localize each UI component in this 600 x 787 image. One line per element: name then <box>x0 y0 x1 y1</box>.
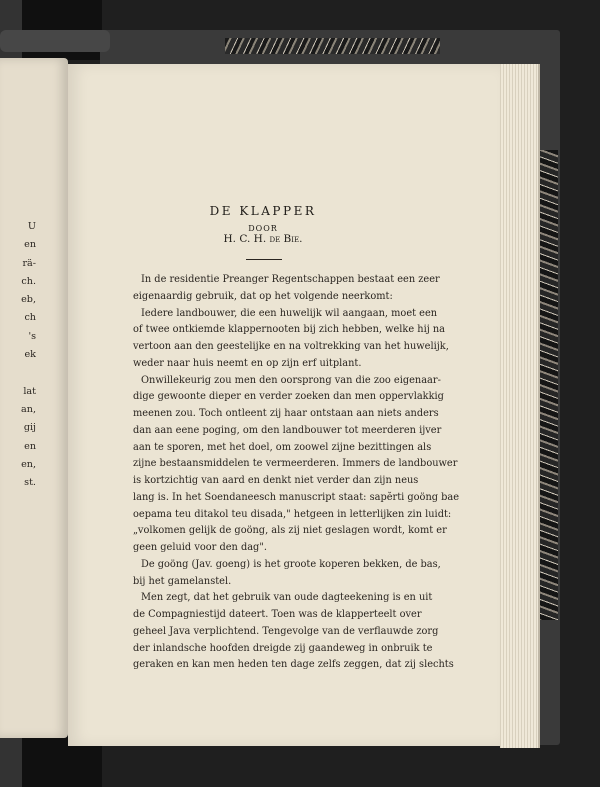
text-line: Men zegt, dat het gebruik van oude dagteekening is en uit <box>141 592 433 604</box>
left-page-fragment: ch <box>24 312 36 324</box>
left-page-fragment: gij <box>23 422 36 434</box>
page-block-edge <box>500 64 540 748</box>
text-line: aan te sporen, met het doel, om zoowel zijne bezittingen als <box>133 441 432 453</box>
text-line: dan aan eene poging, om den landbouwer tot meerderen ijver <box>133 424 442 436</box>
text-line: In de residentie Preanger Regentschappen bestaat een zeer <box>141 274 440 285</box>
text-line: weder naar huis neemt en op zijn erf uitplant. <box>133 357 362 369</box>
text-line: Onwillekeurig zou men den oorsprong van die zoo eigenaar- <box>141 374 441 386</box>
left-page-text <box>0 218 36 492</box>
left-page-fragment: en <box>24 239 36 251</box>
text-line: eigenaardig gebruik, dat op het volgende neerkomt: <box>133 290 393 302</box>
left-page-fragment: eb, <box>21 294 36 306</box>
text-line: „volkomen gelijk de goöng, als zij niet geslagen wordt, komt er <box>133 525 447 537</box>
left-page-fragment: U <box>27 221 36 232</box>
left-page-fragment: ch. <box>21 275 36 287</box>
left-page-fragment <box>0 364 36 382</box>
book-spine <box>0 30 110 52</box>
marbled-endpaper-top <box>225 38 440 54</box>
byline-prefix: DOOR <box>248 224 278 233</box>
left-page-fragment: rä- <box>22 257 36 269</box>
text-line: lang is. In het Soendaneesch manuscript staat: sapĕrti goöng bae <box>133 491 460 503</box>
text-line: bij het gamelanstel. <box>133 575 232 587</box>
text-line: geen geluid voor den dag". <box>133 542 267 553</box>
title-rule <box>246 259 282 260</box>
text-line: der inlandsche hoofden dreigde zij gaandeweg in onbruik te <box>133 642 433 654</box>
article-title: DE KLAPPER <box>209 204 317 218</box>
text-line: Iedere landbouwer, die een huwelijk wil aangaan, moet een <box>141 307 438 319</box>
text-line: de Compagniestijd dateert. Toen was de klapperteelt over <box>133 609 422 620</box>
left-page-fragment: en <box>24 440 36 452</box>
text-line: meenen zou. Toch ontleent zij haar ontstaan aan niets anders <box>133 408 439 419</box>
text-line: geheel Java verplichtend. Tengevolge van de verflauwde zorg <box>133 625 439 637</box>
left-page-fragment: 's <box>28 330 36 342</box>
left-page-fragment: st. <box>24 477 36 489</box>
text-line: De goöng (Jav. goeng) is het groote koperen bekken, de bas, <box>141 558 441 570</box>
text-line: geraken en kan men heden ten dage zelfs zeggen, dat zij slechts <box>133 659 454 671</box>
left-page-fragment: ek <box>24 349 36 361</box>
left-page <box>0 58 68 738</box>
text-line: dige gewoonte dieper en verder zoeken dan men oppervlakkig <box>133 391 444 403</box>
text-line: oepama teu ditakol teu disada," hetgeen in letterlijken zin luidt: <box>133 508 452 520</box>
article-body <box>133 272 460 674</box>
left-page-fragment: lat <box>23 385 36 397</box>
marbled-endpaper-right <box>540 150 558 620</box>
article-author: H. C. H. de Bie. <box>223 233 303 245</box>
text-line: vertoon aan den geestelijke en na voltrekking van het huwelijk, <box>133 341 449 352</box>
left-page-fragment: an, <box>21 403 36 415</box>
text-line: is kortzichtig van aard en denkt niet verder dan zijn neus <box>133 475 419 486</box>
left-page-fragment: en, <box>21 458 36 470</box>
text-line: zijne bestaansmiddelen te vermeerderen. Immers de landbouwer <box>133 458 458 470</box>
text-line: of twee ontkiemde klappernooten bij zich hebben, welke hij na <box>133 324 446 336</box>
